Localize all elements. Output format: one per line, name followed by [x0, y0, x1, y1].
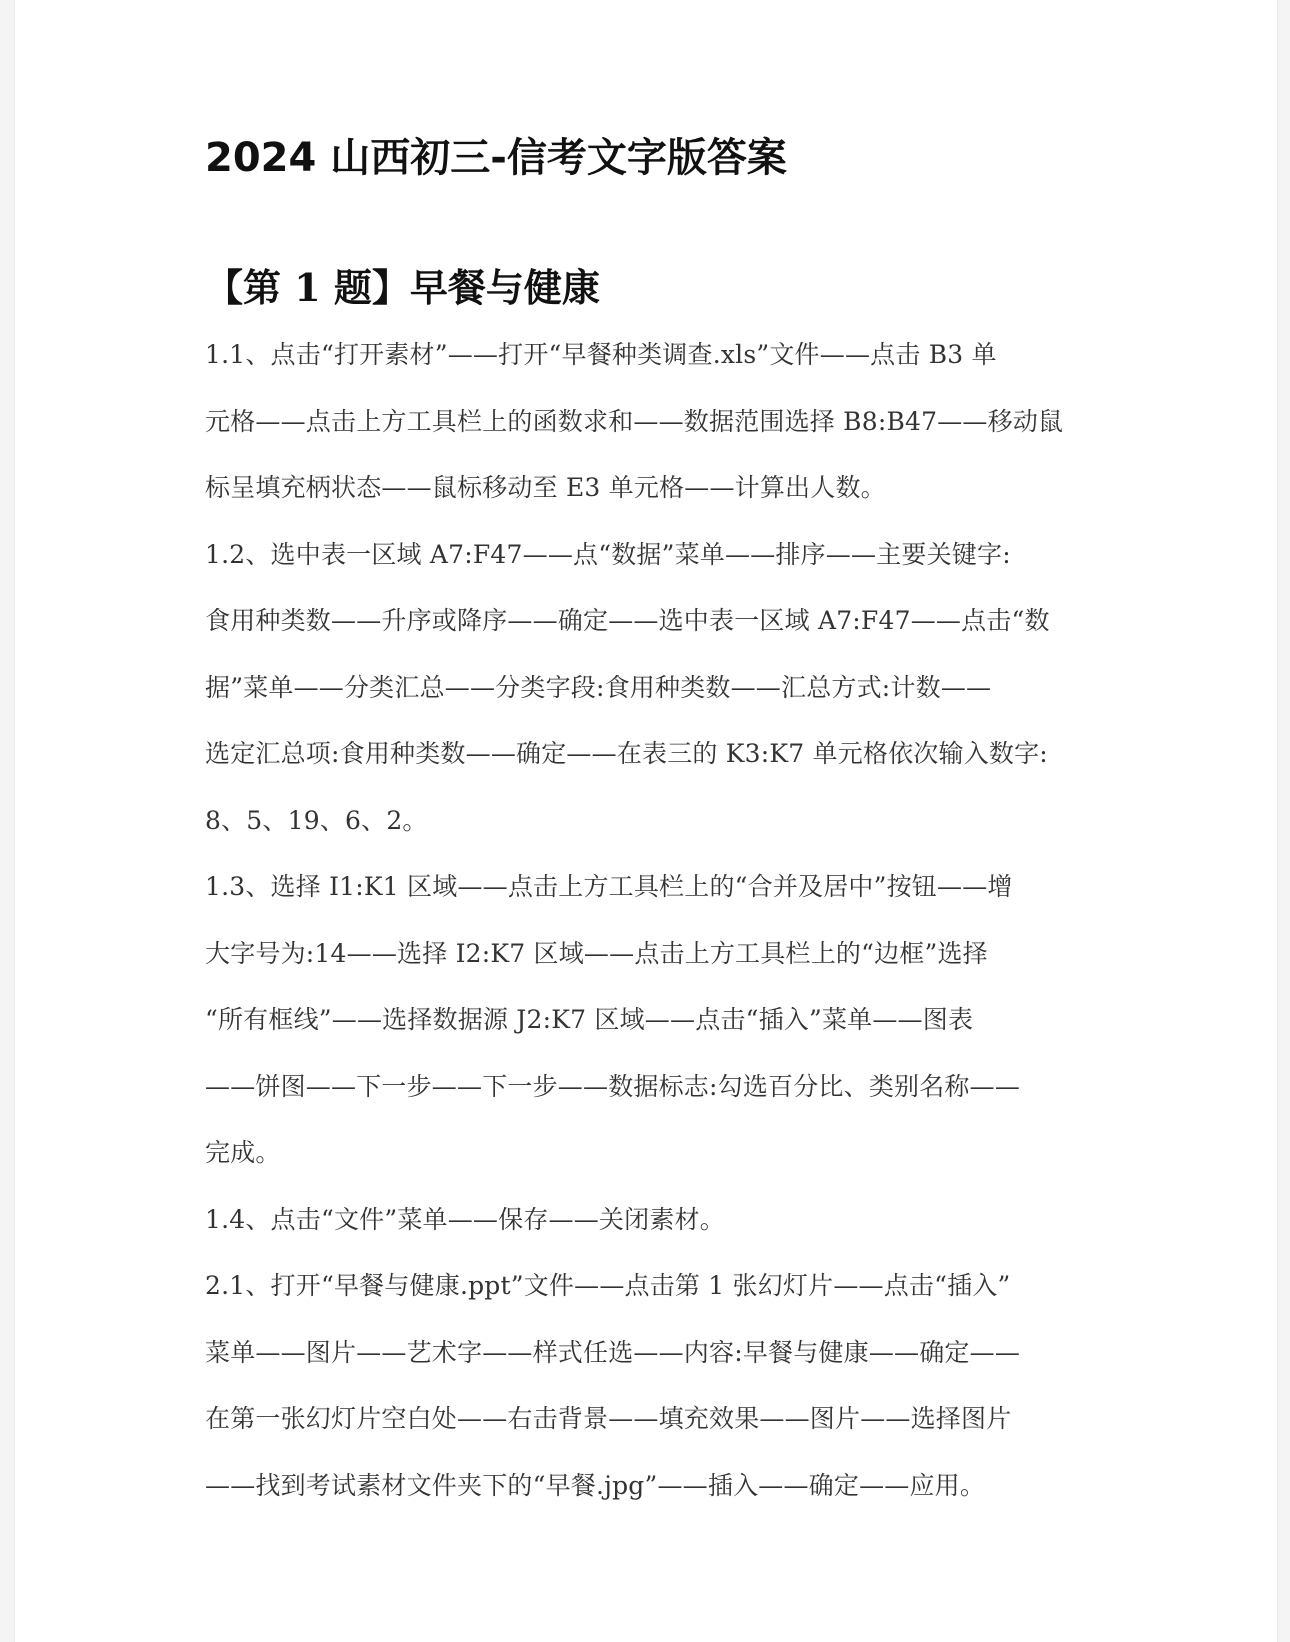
paragraph-line: 菜单——图片——艺术字——样式任选——内容:早餐与健康——确定——	[205, 1337, 1021, 1367]
paragraph-line: “所有框线”——选择数据源 J2:K7 区域——点击“插入”菜单——图表	[205, 1005, 974, 1034]
paragraph-line: ——找到考试素材文件夹下的“早餐.jpg”——插入——确定——应用。	[205, 1470, 986, 1500]
paragraph-line: 选定汇总项:食用种类数——确定——在表三的 K3:K7 单元格依次输入数字:	[205, 739, 1048, 768]
paragraph-line: 1.3、选择 I1:K1 区域——点击上方工具栏上的“合并及居中”按钮——增	[205, 872, 1013, 901]
document-page	[14, 0, 1278, 1642]
answer-paragraph	[205, 1253, 1105, 1519]
paragraph-line: 1.1、点击“打开素材”——打开“早餐种类调查.xls”文件——点击 B3 单	[205, 340, 997, 369]
section-body	[205, 322, 1105, 1519]
paragraph-line: 1.2、选中表一区域 A7:F47——点“数据”菜单——排序——主要关键字:	[205, 539, 1011, 569]
paragraph-line: 2.1、打开“早餐与健康.ppt”文件——点击第 1 张幻灯片——点击“插入”	[205, 1271, 1011, 1300]
paragraph-line: 完成。	[205, 1138, 281, 1167]
paragraph-line: 在第一张幻灯片空白处——右击背景——填充效果——图片——选择图片	[205, 1404, 1012, 1433]
paragraph-line: 大字号为:14——选择 I2:K7 区域——点击上方工具栏上的“边框”选择	[205, 938, 988, 968]
answer-paragraph	[205, 322, 1105, 522]
paragraph-line: 元格——点击上方工具栏上的函数求和——数据范围选择 B8:B47——移动鼠	[205, 406, 1064, 436]
paragraph-line: 标呈填充柄状态——鼠标移动至 E3 单元格——计算出人数。	[205, 473, 886, 502]
paragraph-line: 食用种类数——升序或降序——确定——选中表一区域 A7:F47——点击“数	[205, 606, 1050, 635]
paragraph-line: 8、5、19、6、2。	[205, 805, 428, 835]
document-title: 2024 山西初三-信考文字版答案	[205, 135, 787, 181]
answer-paragraph	[205, 522, 1105, 855]
section-heading: 【第 1 题】早餐与健康	[205, 265, 600, 310]
answer-paragraph	[205, 854, 1105, 1187]
answer-paragraph	[205, 1187, 1105, 1254]
paragraph-line: ——饼图——下一步——下一步——数据标志:勾选百分比、类别名称——	[205, 1071, 1021, 1101]
paragraph-line: 1.4、点击“文件”菜单——保存——关闭素材。	[205, 1204, 725, 1234]
paragraph-line: 据”菜单——分类汇总——分类字段:食用种类数——汇总方式:计数——	[205, 672, 992, 702]
